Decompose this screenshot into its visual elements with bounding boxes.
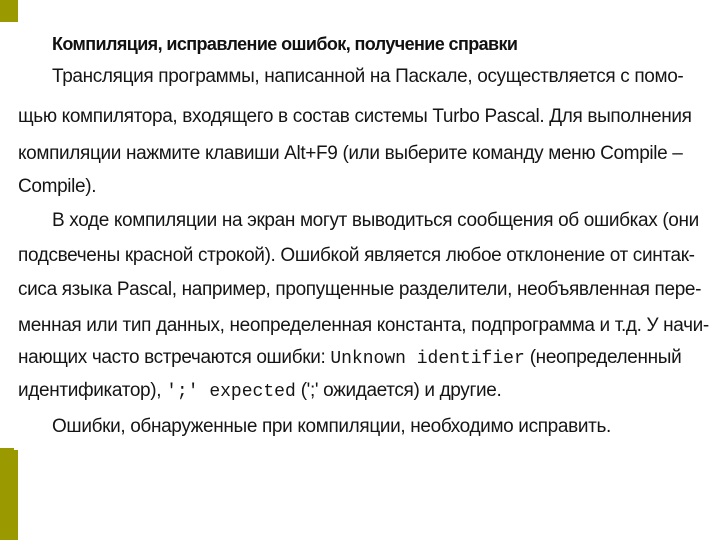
- paragraph2-line1: В ходе компиляции на экран могут выводиться сообщения об ошибках (они: [52, 210, 699, 231]
- paragraph1-line2: щью компилятора, входящего в состав системы Turbo Pascal. Для выполнения: [18, 106, 692, 127]
- code-semicolon-expected: ';' expected: [166, 382, 296, 402]
- accent-bar-bottom: [0, 448, 18, 540]
- paragraph2-line6-text: идентификатор),: [18, 380, 162, 401]
- paragraph1-line4: Compile).: [18, 176, 97, 197]
- paragraph2-line5: [18, 347, 681, 369]
- paragraph2-line6-tail: (';' ожидается) и другие.: [300, 380, 502, 401]
- paragraph3-line1: Ошибки, обнаруженные при компиляции, необходимо исправить.: [52, 416, 611, 437]
- paragraph2-line5-tail: (неопределенный: [529, 347, 682, 368]
- paragraph2-line3: сиса языка Pascal, например, пропущенные разделители, необъявленная пере-: [18, 279, 702, 300]
- paragraph2-line6: [18, 380, 501, 402]
- scanned-page: [14, 22, 708, 450]
- accent-bar-top: [0, 0, 18, 22]
- paragraph2-line5-text: нающих часто встречаются ошибки:: [18, 347, 326, 368]
- paragraph1-line1: Трансляция программы, написанной на Паскале, осуществляется с помо-: [52, 66, 684, 87]
- code-unknown-identifier: Unknown identifier: [330, 349, 525, 369]
- paragraph2-line2: подсвечены красной строкой). Ошибкой является любое отклонение от синтак-: [18, 245, 695, 266]
- paragraph2-line4: менная или тип данных, неопределенная константа, подпрограмма и т.д. У начи-: [18, 315, 709, 336]
- paragraph1-line3: компиляции нажмите клавиши Alt+F9 (или выберите команду меню Compile –: [18, 143, 683, 164]
- page-title: Компиляция, исправление ошибок, получение справки: [52, 34, 518, 54]
